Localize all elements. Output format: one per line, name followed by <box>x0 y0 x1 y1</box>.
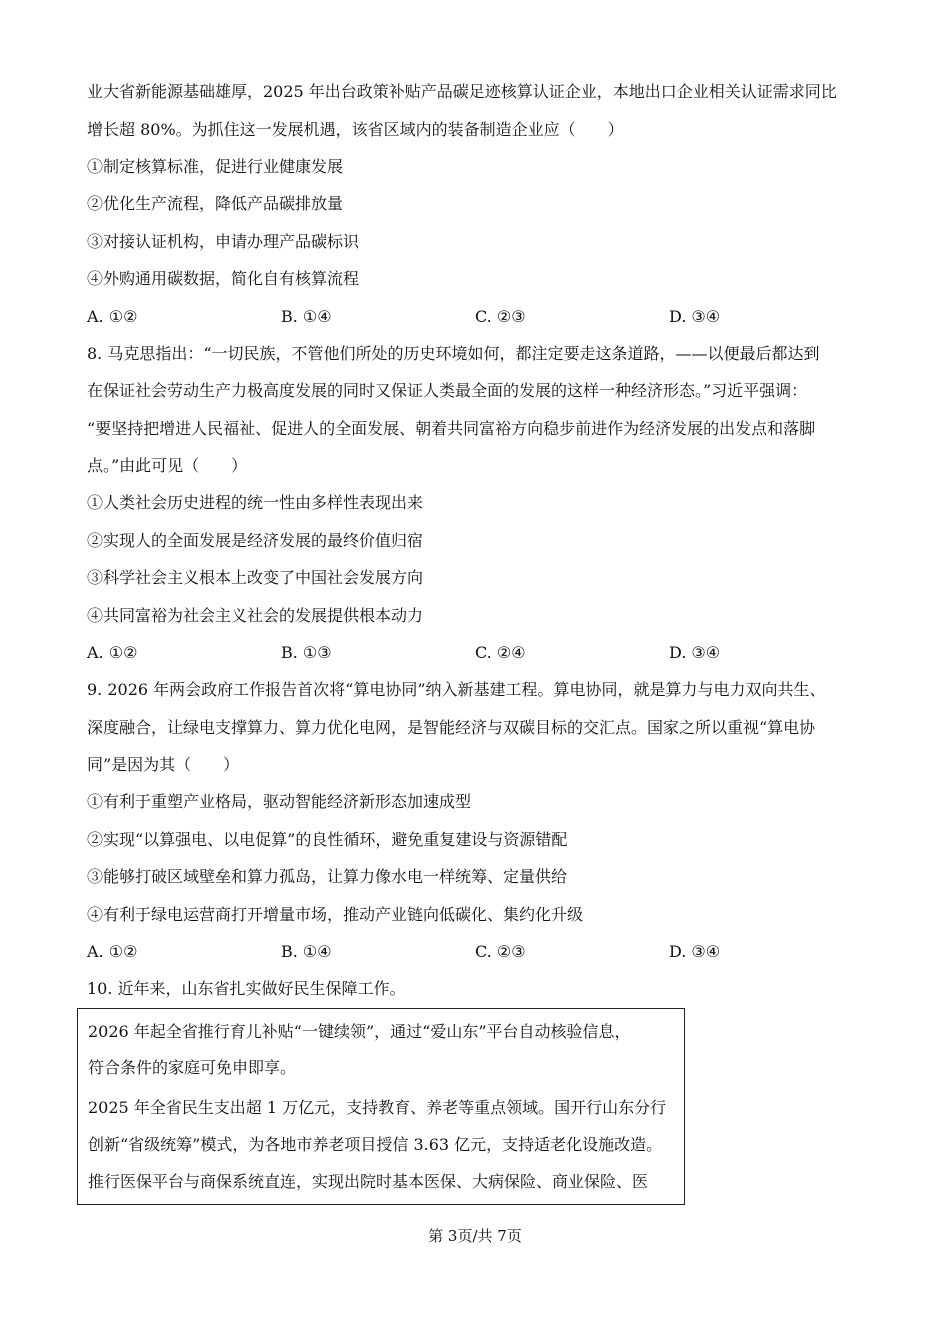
q9-stem-line-1: 9. 2026 年两会政府工作报告首次将“算电协同”纳入新基建工程。算电协同，就是算力与电力双向共生、 <box>87 680 826 699</box>
q10-material-line-2: 符合条件的家庭可免申即享。 <box>88 1058 297 1077</box>
q8-stem-line-1: 8. 马克思指出：“一切民族，不管他们所处的历史环境如何，都注定要走这条道路，——以便最后都达到 <box>87 344 820 363</box>
q9-statement-1: ①有利于重塑产业格局，驱动智能经济新形态加速成型 <box>87 792 472 811</box>
q7-stem-line-2: 增长超 80%。为抓住这一发展机遇，该省区域内的装备制造企业应（ ） <box>87 120 624 139</box>
q10-material-line-4: 创新“省级统筹”模式，为各地市养老项目授信 3.63 亿元，支持适老化设施改造。 <box>88 1135 663 1154</box>
q7-option-d[interactable]: D. ③④ <box>669 307 721 326</box>
q10-material-line-1: 2026 年起全省推行育儿补贴“一键续领”，通过“爱山东”平台自动核验信息， <box>88 1022 631 1041</box>
q7-option-a[interactable]: A. ①② <box>87 307 138 326</box>
q7-statement-1: ①制定核算标准，促进行业健康发展 <box>87 157 344 176</box>
q9-option-c[interactable]: C. ②③ <box>475 942 526 961</box>
q7-option-c[interactable]: C. ②③ <box>475 307 526 326</box>
q7-statement-3: ③对接认证机构，申请办理产品碳标识 <box>87 232 360 251</box>
q10-stem: 10. 近年来，山东省扎实做好民生保障工作。 <box>87 979 406 998</box>
q9-statement-3: ③能够打破区域壁垒和算力孤岛，让算力像水电一样统筹、定量供给 <box>87 867 568 886</box>
q8-stem-line-4: 点。”由此可见（ ） <box>87 456 248 475</box>
q8-statement-3: ③科学社会主义根本上改变了中国社会发展方向 <box>87 568 424 587</box>
q8-statement-4: ④共同富裕为社会主义社会的发展提供根本动力 <box>87 606 424 625</box>
q8-stem-line-2: 在保证社会劳动生产力极高度发展的同时又保证人类最全面的发展的这样一种经济形态。”习近平强调： <box>87 381 808 400</box>
q7-option-b[interactable]: B. ①④ <box>281 307 332 326</box>
q9-stem-line-3: 同”是因为其（ ） <box>87 755 240 774</box>
q10-material-box <box>77 1008 685 1205</box>
q8-statement-2: ②实现人的全面发展是经济发展的最终价值归宿 <box>87 531 424 550</box>
q10-material-line-5: 推行医保平台与商保系统直连，实现出院时基本医保、大病保险、商业保险、医 <box>88 1172 649 1191</box>
q9-stem-line-2: 深度融合，让绿电支撑算力、算力优化电网，是智能经济与双碳目标的交汇点。国家之所以重视“算电协 <box>87 718 816 737</box>
q8-stem-line-3: “要坚持把增进人民福祉、促进人的全面发展、朝着共同富裕方向稳步前进作为经济发展的出发点和落脚 <box>87 419 816 438</box>
q7-statement-4: ④外购通用碳数据，简化自有核算流程 <box>87 269 360 288</box>
q8-option-d[interactable]: D. ③④ <box>669 643 721 662</box>
q8-statement-1: ①人类社会历史进程的统一性由多样性表现出来 <box>87 493 424 512</box>
q9-option-a[interactable]: A. ①② <box>87 942 138 961</box>
q7-stem-line-1: 业大省新能源基础雄厚，2025 年出台政策补贴产品碳足迹核算认证企业，本地出口企业相关认证需求同比 <box>87 82 837 101</box>
q10-material-line-3: 2025 年全省民生支出超 1 万亿元，支持教育、养老等重点领域。国开行山东分行 <box>88 1098 667 1117</box>
page-footer: 第 3页/共 7页 <box>428 1227 522 1245</box>
q9-option-b[interactable]: B. ①④ <box>281 942 332 961</box>
q8-option-a[interactable]: A. ①② <box>87 643 138 662</box>
q7-statement-2: ②优化生产流程，降低产品碳排放量 <box>87 194 344 213</box>
q9-statement-2: ②实现“以算强电、以电促算”的良性循环，避免重复建设与资源错配 <box>87 830 568 849</box>
q8-option-c[interactable]: C. ②④ <box>475 643 526 662</box>
q9-statement-4: ④有利于绿电运营商打开增量市场，推动产业链向低碳化、集约化升级 <box>87 905 584 924</box>
q9-option-d[interactable]: D. ③④ <box>669 942 721 961</box>
q8-option-b[interactable]: B. ①③ <box>281 643 332 662</box>
